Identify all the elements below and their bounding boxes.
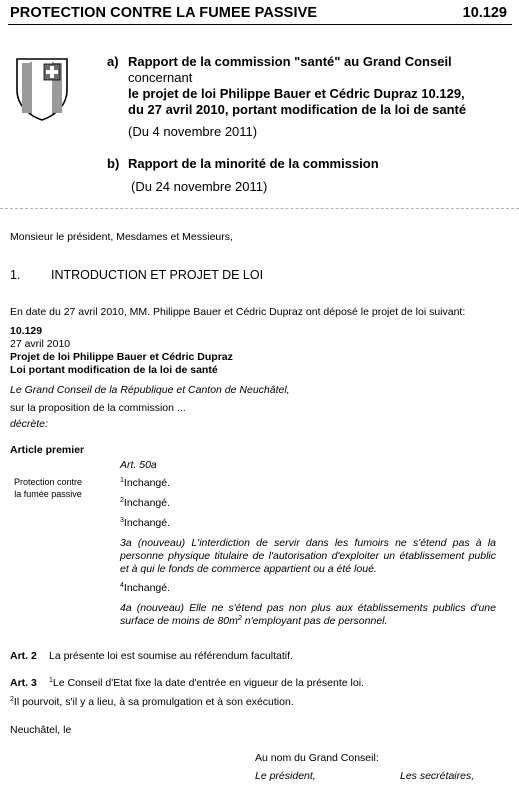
paragraph-1-number: 1	[120, 477, 124, 484]
paragraph-1	[120, 477, 170, 490]
bill-title-2: Loi portant modification de la loi de santé	[10, 364, 218, 376]
report-a-bill-line2: du 27 avril 2010, portant modification de la loi de santé	[128, 102, 467, 117]
decrees: décrète:	[10, 418, 48, 430]
document-title: PROTECTION CONTRE LA FUMEE PASSIVE	[10, 5, 318, 21]
report-a-letter: a)	[107, 54, 119, 69]
report-b-title: Rapport de la minorité de la commission	[128, 156, 379, 171]
signature-on-behalf: Au nom du Grand Conseil:	[255, 752, 379, 764]
paragraph-4a-superscript: 2	[237, 615, 242, 622]
article-3-label: Art. 3	[10, 677, 37, 689]
paragraph-4a-text-end: n'employant pas de personnel.	[241, 615, 388, 627]
report-a-title: Rapport de la commission "santé" au Grand Conseil	[128, 54, 452, 69]
neuchatel-coat-of-arms-icon	[14, 56, 70, 122]
paragraph-4	[120, 582, 170, 595]
paragraph-3	[120, 517, 170, 530]
place-and-date: Neuchâtel, le	[10, 724, 72, 736]
paragraph-4a-text: 4a (nouveau) Elle ne s'étend pas non plus aux établissements publics d'une surface de moins de 80m	[120, 602, 496, 627]
paragraph-2-text: Inchangé.	[123, 497, 171, 509]
margin-note-line2: la fumée passive	[14, 488, 82, 499]
article-reference: Art. 50a	[120, 459, 157, 471]
article-premier-heading: Article premier	[10, 444, 85, 456]
article-3-paragraph-2-number: 2	[10, 696, 14, 703]
paragraph-2-number: 2	[120, 497, 124, 504]
section-title: INTRODUCTION ET PROJET DE LOI	[51, 268, 264, 282]
signature-secretaries: Les secrétaires,	[400, 770, 475, 782]
article-3-paragraph-1	[49, 677, 364, 690]
intro-text: En date du 27 avril 2010, MM. Philippe Bauer et Cédric Dupraz ont déposé le projet de loi suivant:	[10, 306, 466, 318]
article-3-paragraph-1-number: 1	[49, 677, 53, 684]
document-number: 10.129	[462, 5, 507, 21]
bill-title-1: Projet de loi Philippe Bauer et Cédric Dupraz	[10, 351, 233, 363]
paragraph-4a	[120, 602, 496, 628]
header-rule	[8, 24, 512, 25]
article-3-paragraph-2-text: Il pourvoit, s'il y a lieu, à sa promulgation et à son exécution.	[13, 696, 294, 708]
article-2-label: Art. 2	[10, 650, 37, 662]
paragraph-3a: 3a (nouveau) L'interdiction de servir dans les fumoirs ne s'étend pas à la personne physique titulaire de l'autorisation d'exploiter un établissement public et à qui le fonds de commerce appartient ou a été loué.	[120, 537, 496, 575]
bill-date: 27 avril 2010	[10, 338, 71, 350]
article-2-text: La présente loi est soumise au référendum facultatif.	[49, 650, 293, 662]
report-b-letter: b)	[107, 156, 120, 171]
paragraph-3-text: Inchangé.	[123, 517, 171, 529]
paragraph-4-number: 4	[120, 582, 124, 589]
paragraph-4-text: Inchangé.	[123, 582, 171, 594]
enacting-clause-2: sur la proposition de la commission ...	[10, 402, 186, 414]
report-a-concerning: concernant	[128, 70, 193, 85]
paragraph-3-number: 3	[120, 517, 124, 524]
margin-note-line1: Protection contre	[13, 477, 83, 487]
section-number: 1.	[10, 268, 21, 282]
paragraph-1-text: Inchangé.	[123, 477, 171, 489]
salutation: Monsieur le président, Mesdames et Messieurs,	[10, 231, 233, 243]
paragraph-2	[120, 497, 170, 510]
signature-president: Le président,	[255, 770, 316, 782]
margin-note	[0, 477, 98, 500]
article-3-paragraph-1-text: Le Conseil d'Etat fixe la date d'entrée en vigueur de la présente loi.	[52, 677, 364, 689]
enacting-clause-1: Le Grand Conseil de la République et Canton de Neuchâtel,	[10, 384, 290, 396]
report-a-bill-line1: le projet de loi Philippe Bauer et Cédric Dupraz 10.129,	[128, 86, 465, 101]
article-3-paragraph-2	[10, 696, 294, 709]
report-a-date: (Du 4 novembre 2011)	[128, 124, 258, 139]
report-b-date: (Du 24 novembre 2011)	[131, 179, 268, 194]
bill-number: 10.129	[10, 325, 43, 337]
separator	[0, 208, 519, 209]
